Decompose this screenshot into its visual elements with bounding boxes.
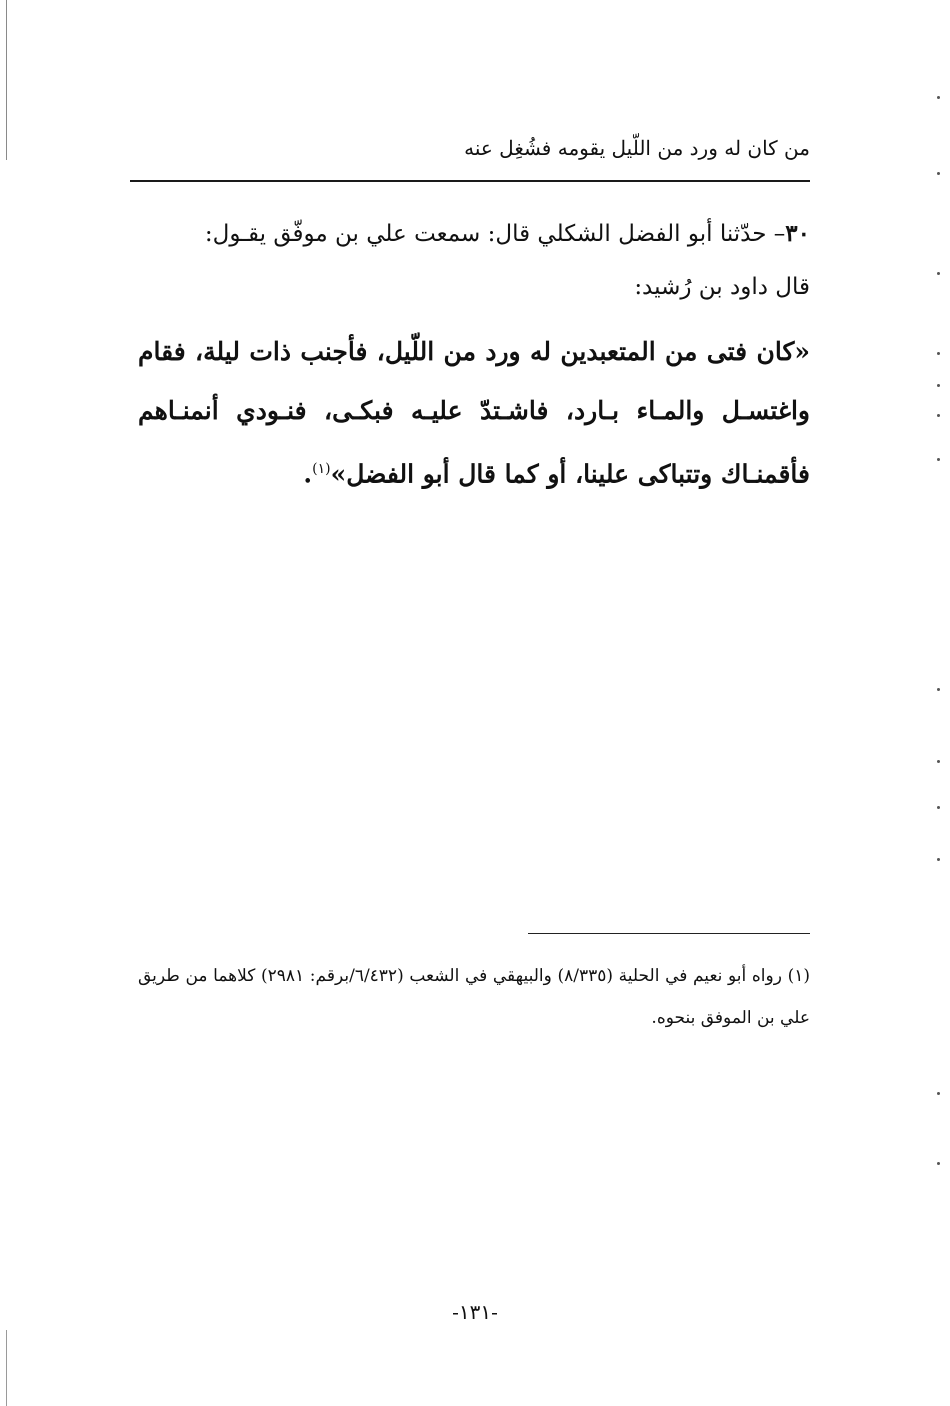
hadith-intro-line-2: قال داود بن رُشيد:: [634, 274, 810, 300]
running-head: من كان له ورد من اللّيل يقومه فشُغِل عنه: [464, 136, 810, 160]
scan-speck: [937, 1092, 940, 1095]
scan-speck: [937, 760, 940, 763]
scan-speck: [937, 384, 940, 387]
scan-edge-mark: [6, 1330, 7, 1406]
scan-speck: [937, 858, 940, 861]
scan-speck: [937, 172, 940, 175]
quote-end-punctuation: .: [303, 459, 313, 489]
scan-speck: [937, 352, 940, 355]
hadith-quote-text: «كان فتى من المتعبدين له ورد من اللّيل، فأجنب ذات ليلة، فقام واغتسـل والمـاء بـارد، فاشـتدّ عليـه فبكـى، فنـودي أنمنـاهم فأقمنـاك وتتباكى علينا، أو كما قال أبو الفضل»: [138, 337, 810, 489]
hadith-intro: [138, 207, 810, 314]
scan-speck: [937, 272, 940, 275]
page-number: -١٣١-: [452, 1300, 498, 1324]
footnote-reference: (١): [312, 461, 331, 477]
header-rule: [130, 180, 810, 182]
scan-speck: [937, 458, 940, 461]
scan-edge-mark: [6, 0, 7, 160]
scan-speck: [937, 96, 940, 99]
scan-speck: [937, 688, 940, 691]
scan-speck: [937, 806, 940, 809]
hadith-quote: [138, 322, 810, 503]
footnote: (١) رواه أبو نعيم في الحلية (٨/٣٣٥) والبيهقي في الشعب (٦/٤٣٢/برقم: ٢٩٨١) كلاهما من طريق علي بن الموفق بنحوه.: [138, 966, 810, 1028]
hadith-number: ٣٠: [785, 220, 810, 247]
scan-speck: [937, 1162, 940, 1165]
footnote-rule: [528, 933, 810, 934]
hadith-intro-line-1: – حدّثنا أبو الفضل الشكلي قال: سمعت علي بن موفّق يقـول:: [204, 221, 786, 247]
scan-speck: [937, 414, 940, 417]
